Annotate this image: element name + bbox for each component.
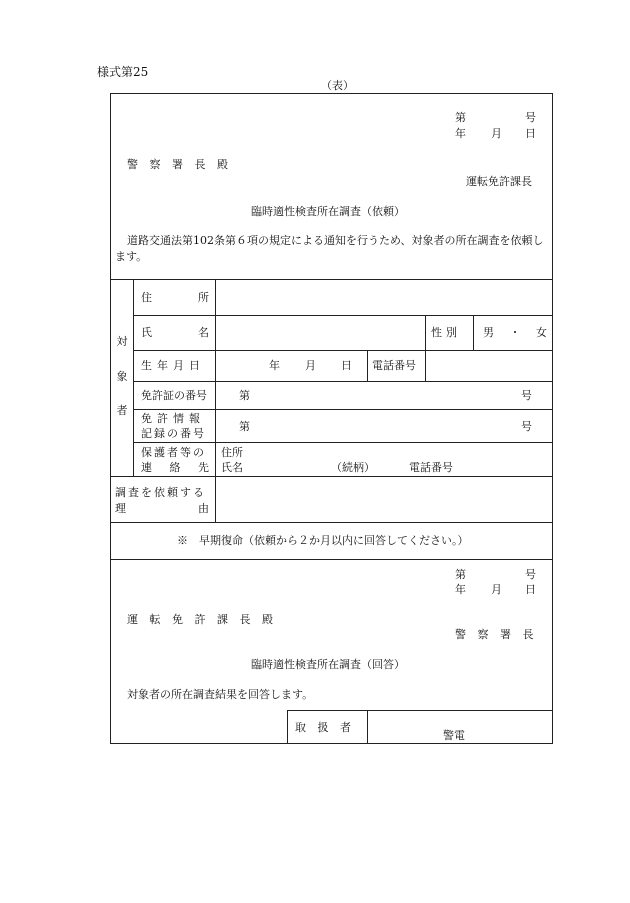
reason-label-line1: 調査を依頼する xyxy=(115,486,206,499)
request-date-day: 日 xyxy=(525,127,536,140)
reply-date-month: 月 xyxy=(491,583,502,596)
license-no-prefix: 第 xyxy=(239,389,250,402)
side-label: （表） xyxy=(321,79,354,92)
form-id: 様式第25 xyxy=(97,65,149,79)
record-label-line1: 免許情報 xyxy=(141,412,205,425)
address-label: 住 所 xyxy=(141,291,209,304)
guardian-label-line2: 連 絡 先 xyxy=(141,461,209,474)
dob-month: 月 xyxy=(305,359,316,372)
record-label-line2: 記録の番号 xyxy=(141,427,206,440)
request-form xyxy=(110,93,553,744)
name-label: 氏 名 xyxy=(141,326,209,339)
reply-date-day: 日 xyxy=(525,583,536,596)
reply-number-suffix: 号 xyxy=(525,568,536,581)
gender-options: 男 ・ 女 xyxy=(483,326,553,339)
subject-group-label: 対 象 者 xyxy=(116,335,128,417)
request-sender: 運転免許課長 xyxy=(466,175,532,188)
urgent-note: ※ 早期復命（依頼から２か月以内に回答してください。） xyxy=(177,534,469,547)
reply-number-label: 第 xyxy=(455,568,466,581)
request-addressee: 警 察 署 長 殿 xyxy=(127,158,232,171)
request-date-month: 月 xyxy=(491,127,502,140)
request-number-label: 第 xyxy=(455,111,466,124)
request-title: 臨時適性検査所在調査（依頼） xyxy=(251,205,405,218)
reply-body: 対象者の所在調査結果を回答します。 xyxy=(127,688,314,701)
guardian-relation: （続柄） xyxy=(331,461,375,474)
record-prefix: 第 xyxy=(239,420,250,433)
gender-label: 性別 xyxy=(431,326,461,339)
handler-phone-label: 警電 xyxy=(443,729,465,742)
dob-label: 生年月日 xyxy=(141,359,205,372)
reply-addressee: 運 転 免 許 課 長 殿 xyxy=(127,613,277,626)
record-suffix: 号 xyxy=(521,420,532,433)
dob-year: 年 xyxy=(269,359,280,372)
phone-label: 電話番号 xyxy=(372,359,416,372)
reply-date-year: 年 xyxy=(455,583,466,596)
reply-title: 臨時適性検査所在調査（回答） xyxy=(251,658,405,671)
guardian-label-line1: 保護者等の xyxy=(141,446,206,459)
request-number-suffix: 号 xyxy=(525,111,536,124)
guardian-name: 氏名 xyxy=(221,461,243,474)
reply-sender: 警 察 署 長 xyxy=(455,628,538,641)
reason-label-line2: 理 由 xyxy=(115,502,209,515)
handler-label: 取 扱 者 xyxy=(295,721,355,734)
guardian-phone: 電話番号 xyxy=(409,461,453,474)
license-no-label: 免許証の番号 xyxy=(141,389,207,402)
request-date-year: 年 xyxy=(455,127,466,140)
guardian-address: 住所 xyxy=(221,446,243,459)
dob-day: 日 xyxy=(341,359,352,372)
request-body: 道路交通法第102条第６項の規定による通知を行うため、対象者の所在調査を依頼します。 xyxy=(115,234,544,263)
license-no-suffix: 号 xyxy=(521,389,532,402)
